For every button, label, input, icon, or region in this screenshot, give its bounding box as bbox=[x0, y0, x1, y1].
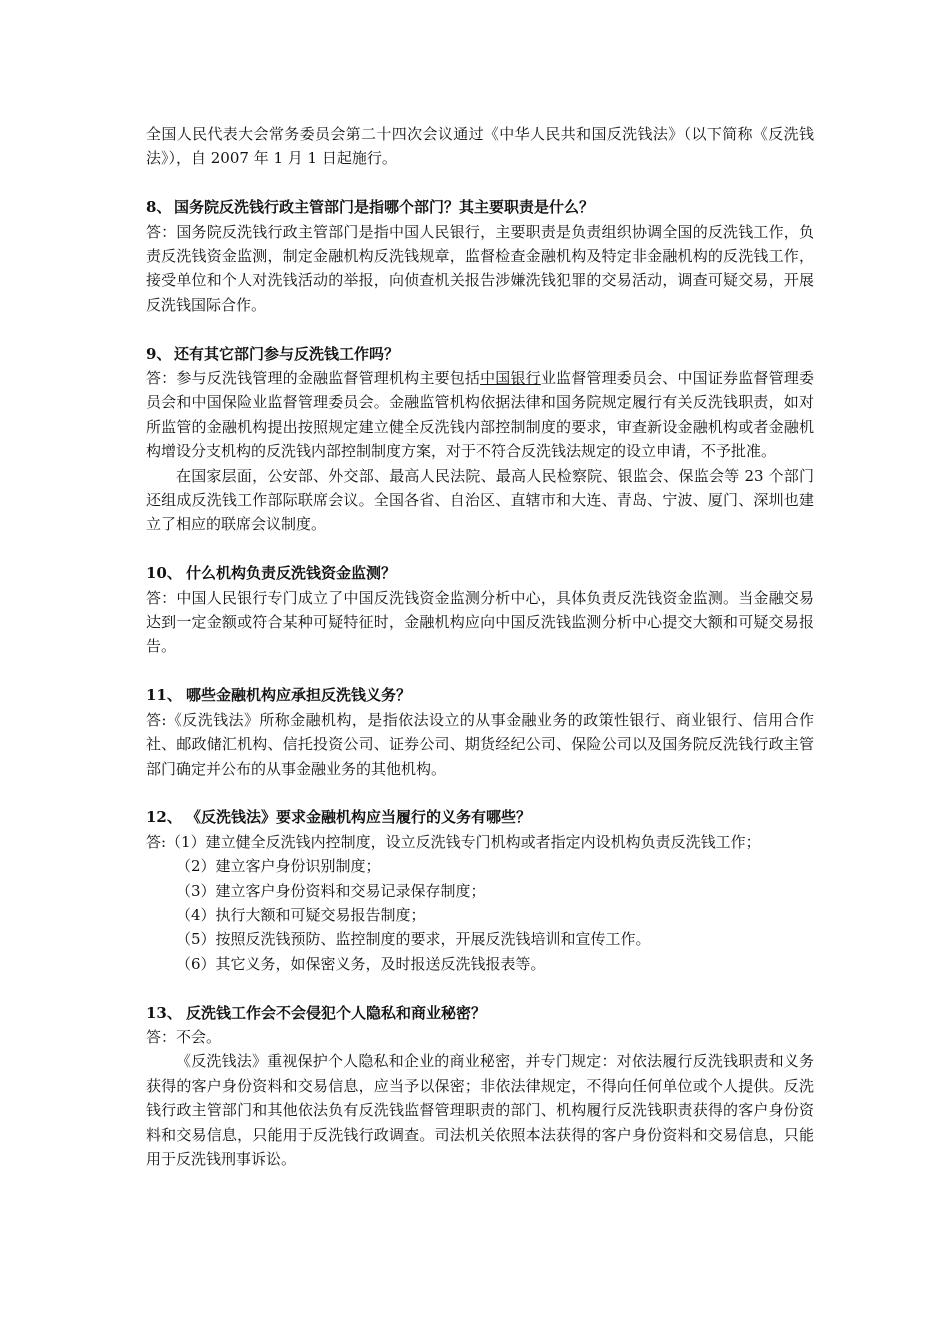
question-number: 13、 bbox=[146, 1003, 182, 1022]
list-item: （5）按照反洗钱预防、监控制度的要求，开展反洗钱培训和宣传工作。 bbox=[176, 930, 651, 949]
question-text: 国务院反洗钱行政主管部门是指哪个部门？其主要职责是什么？ bbox=[174, 198, 595, 217]
question-number: 10、 bbox=[146, 564, 182, 583]
question-text: 反洗钱工作会不会侵犯个人隐私和商业秘密？ bbox=[186, 1003, 487, 1022]
spacer bbox=[146, 976, 814, 1000]
underlined-text: 中国银行 bbox=[480, 369, 541, 388]
question-number: 8、 bbox=[146, 198, 172, 217]
list-item: （4）执行大额和可疑交易报告制度； bbox=[176, 905, 426, 924]
question-heading bbox=[146, 805, 814, 829]
spacer bbox=[146, 537, 814, 561]
answer-text-part: 答：参与反洗钱管理的金融监督管理机构主要包括 bbox=[146, 369, 481, 388]
answer-paragraph: 《反洗钱法》重视保护个人隐私和企业的商业秘密，并专门规定：对依法履行反洗钱职责和义务获得的客户身份资料和交易信息，应当予以保密；非依法律规定，不得向任何单位或个人提供。反洗钱行政主管部门和其他依法负有反洗钱监督管理职责的部门、机构履行反洗钱职责获得的客户身份资料和交易信息，只能用于反洗钱行政调查。司法机关依照本法获得的客户身份资料和交易信息，只能用于反洗钱刑事诉讼。 bbox=[146, 1052, 814, 1168]
question-heading bbox=[146, 683, 814, 707]
question-text: 还有其它部门参与反洗钱工作吗？ bbox=[174, 344, 400, 363]
answer-text-part: 业监督管理委员会、中国证券监督管理委员会和中国保险业监督管理委员会。金融监管机构依据法律和国务院规定履行有关反洗钱职责，如对所监管的金融机构提出按照规定建立健全反洗钱内部控制制度的要求，审查新设金融机构或者金融机构增设分支机构的反洗钱内部控制制度方案，对于不符合反洗钱法规定的设立申请，不予批准。 bbox=[146, 369, 814, 461]
spacer bbox=[146, 659, 814, 683]
document-page bbox=[146, 122, 814, 1171]
question-heading bbox=[146, 195, 814, 219]
spacer bbox=[146, 171, 814, 195]
question-number: 11、 bbox=[146, 686, 182, 705]
answer-text: 答：国务院反洗钱行政主管部门是指中国人民银行，主要职责是负责组织协调全国的反洗钱工作，负责反洗钱资金监测，制定金融机构反洗钱规章，监督检查金融机构及特定非金融机构的反洗钱工作，接受单位和个人对洗钱活动的举报，向侦查机关报告涉嫌洗钱犯罪的交易活动，调查可疑交易，开展反洗钱国际合作。 bbox=[146, 222, 814, 314]
question-text: 什么机构负责反洗钱资金监测？ bbox=[186, 564, 397, 583]
faq-item-11 bbox=[146, 683, 814, 781]
question-heading bbox=[146, 561, 814, 585]
question-heading bbox=[146, 342, 814, 366]
list-item: （6）其它义务，如保密义务，及时报送反洗钱报表等。 bbox=[176, 954, 546, 973]
spacer bbox=[146, 317, 814, 341]
list-item: （2）建立客户身份识别制度； bbox=[176, 857, 381, 876]
question-text: 《反洗钱法》要求金融机构应当履行的义务有哪些？ bbox=[186, 808, 532, 827]
answer-text: 答：不会。 bbox=[146, 1027, 222, 1046]
answer-text: 答:（1）建立健全反洗钱内控制度，设立反洗钱专门机构或者指定内设机构负责反洗钱工作； bbox=[146, 832, 761, 851]
question-number: 12、 bbox=[146, 808, 182, 827]
question-heading bbox=[146, 1001, 814, 1025]
answer-paragraph: 在国家层面，公安部、外交部、最高人民法院、最高人民检察院、银监会、保监会等 23 个部门还组成反洗钱工作部际联席会议。全国各省、自治区、直辖市和大连、青岛、宁波、厦门、深圳也建立了相应的联席会议制度。 bbox=[146, 466, 814, 534]
faq-item-12 bbox=[146, 805, 814, 976]
answer-text: 答:《反洗钱法》所称金融机构，是指依法设立的从事金融业务的政策性银行、商业银行、信用合作社、邮政储汇机构、信托投资公司、证券公司、期货经纪公司、保险公司以及国务院反洗钱行政主管部门确定并公布的从事金融业务的其他机构。 bbox=[146, 710, 814, 778]
question-number: 9、 bbox=[146, 344, 172, 363]
faq-item-10 bbox=[146, 561, 814, 659]
question-text: 哪些金融机构应承担反洗钱义务？ bbox=[186, 686, 412, 705]
answer-text: 答：中国人民银行专门成立了中国反洗钱资金监测分析中心，具体负责反洗钱资金监测。当金融交易达到一定金额或符合某种可疑特征时，金融机构应向中国反洗钱监测分析中心提交大额和可疑交易报告。 bbox=[146, 588, 814, 656]
intro-paragraph: 全国人民代表大会常务委员会第二十四次会议通过《中华人民共和国反洗钱法》（以下简称《反洗钱法》），自 2007 年 1 月 1 日起施行。 bbox=[146, 125, 814, 168]
faq-item-9 bbox=[146, 342, 814, 537]
faq-item-13 bbox=[146, 1001, 814, 1172]
answer-text bbox=[146, 366, 814, 464]
spacer bbox=[146, 781, 814, 805]
faq-item-8 bbox=[146, 195, 814, 317]
list-item: （3）建立客户身份资料和交易记录保存制度； bbox=[176, 881, 486, 900]
